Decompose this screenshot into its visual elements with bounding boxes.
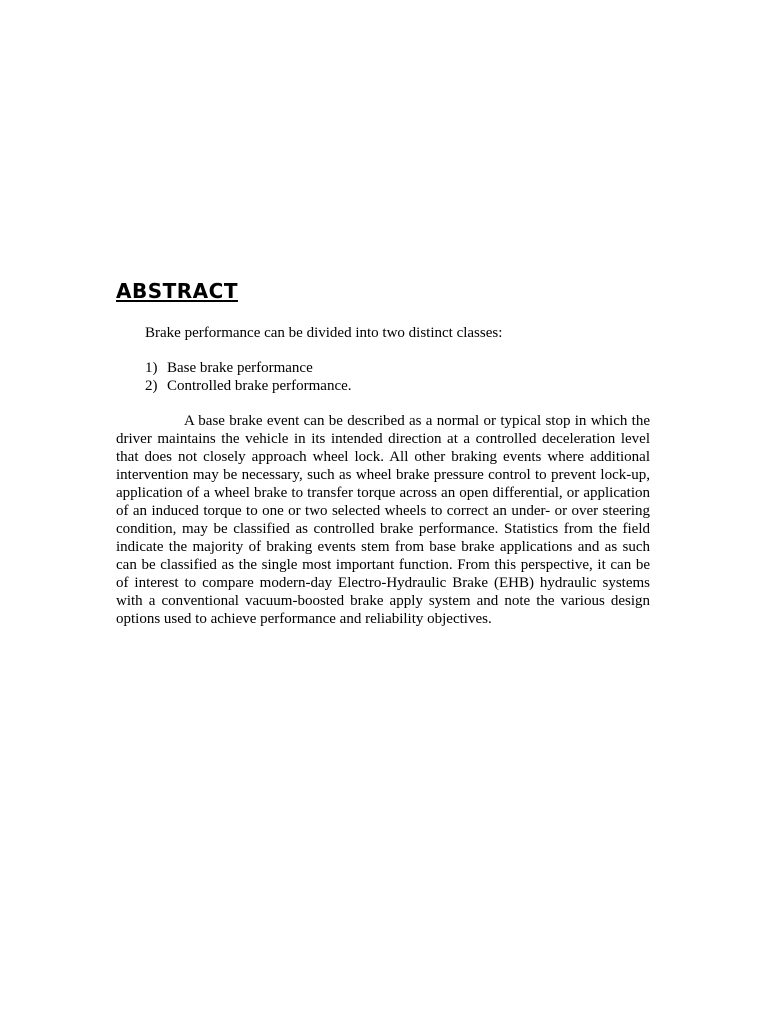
performance-class-list (145, 359, 352, 395)
abstract-heading: ABSTRACT (116, 279, 238, 303)
list-item-text: Controlled brake performance. (167, 378, 352, 394)
list-item-text: Base brake performance (167, 360, 313, 376)
abstract-paragraph: A base brake event can be described as a normal or typical stop in which the driver maintains the vehicle in its intended direction at a controlled deceleration level that does not closely approach wheel lock. All other braking events where additional intervention may be necessary, such as wheel brake pressure control to prevent lock-up, application of a wheel brake to transfer torque across an open differential, or application of an induced torque to one or two selected wheels to correct an under- or over steering condition, may be classified as controlled brake performance. Statistics from the field indicate the majority of braking events stem from base brake applications and as such can be classified as the single most important function. From this perspective, it can be of interest to compare modern-day Electro-Hydraulic Brake (EHB) hydraulic systems with a conventional vacuum-boosted brake apply system and note the various design options used to achieve performance and reliability objectives. (116, 413, 650, 627)
list-item (145, 359, 352, 377)
list-item-number: 1) (145, 360, 158, 376)
intro-sentence: Brake performance can be divided into two distinct classes: (145, 325, 503, 341)
list-item (145, 377, 352, 395)
list-item-number: 2) (145, 378, 158, 394)
